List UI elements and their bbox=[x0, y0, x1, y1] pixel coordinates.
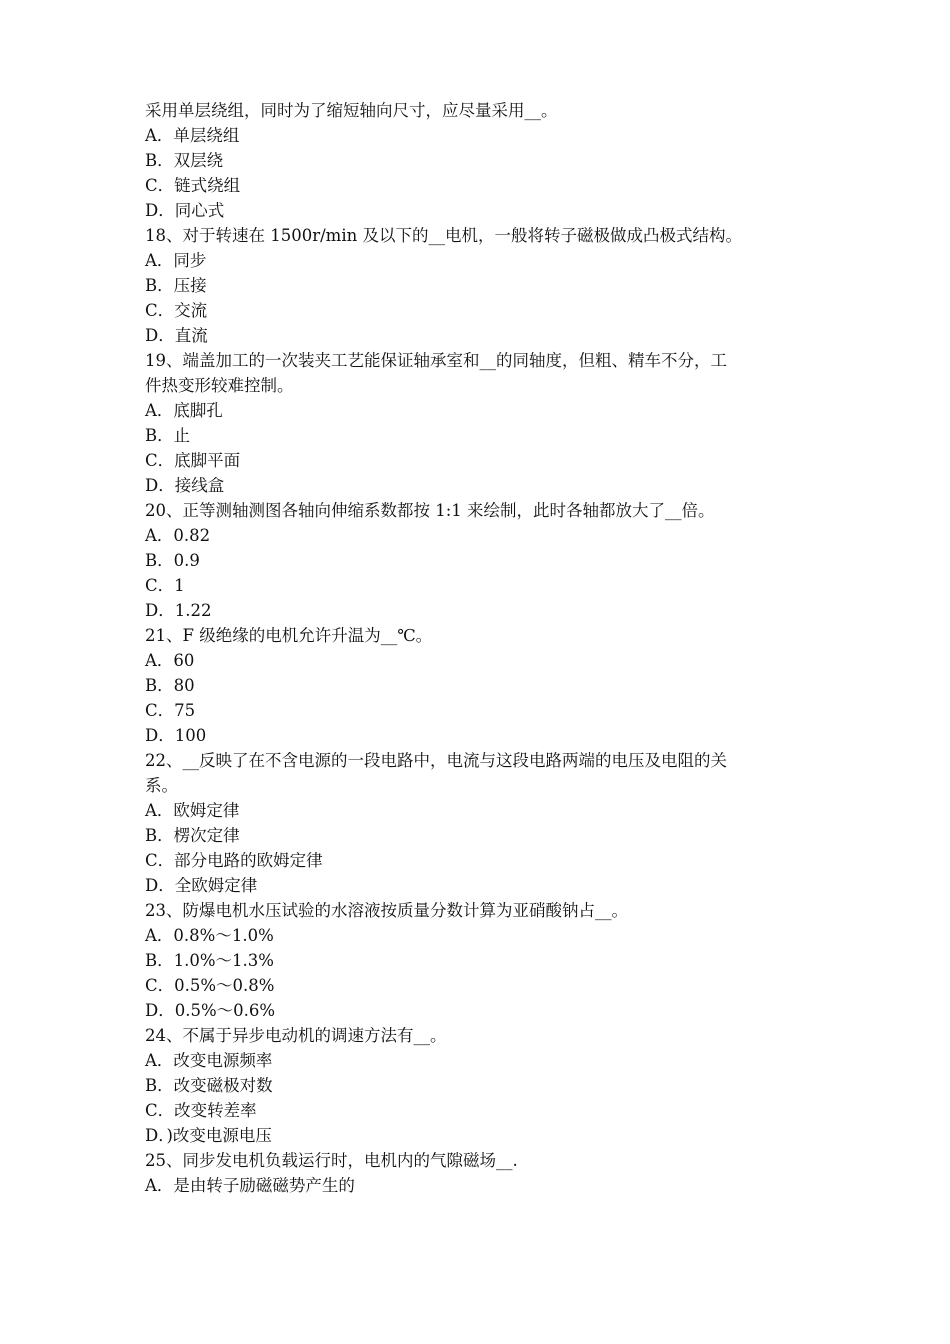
question-21-stem: 21、F 级绝缘的电机允许升温为__℃。 bbox=[145, 626, 433, 645]
question-23-option-d: D．0.5%～0.6% bbox=[145, 1001, 276, 1020]
question-21-option-c: C．75 bbox=[145, 701, 196, 720]
question-19-option-b: B．止 bbox=[145, 426, 191, 445]
question-18-stem: 18、对于转速在 1500r/min 及以下的__电机，一般将转子磁极做成凸极式结构。 bbox=[145, 226, 742, 245]
question-21-option-d: D．100 bbox=[145, 726, 207, 745]
question-17-option-d: D．同心式 bbox=[145, 201, 225, 220]
question-17-option-b: B．双层绕 bbox=[145, 151, 224, 170]
question-18-option-c: C．交流 bbox=[145, 301, 208, 320]
question-17-stem: 采用单层绕组，同时为了缩短轴向尺寸，应尽量采用__。 bbox=[145, 101, 558, 120]
question-19-stem-continued: 件热变形较难控制。 bbox=[145, 376, 294, 395]
question-19-option-a: A．底脚孔 bbox=[145, 401, 223, 420]
question-22-option-d: D．全欧姆定律 bbox=[145, 876, 258, 895]
question-19-option-c: C．底脚平面 bbox=[145, 451, 241, 470]
question-17-option-a: A．单层绕组 bbox=[145, 126, 240, 145]
question-22-option-a: A．欧姆定律 bbox=[145, 801, 240, 820]
question-22-stem: 22、__反映了在不含电源的一段电路中，电流与这段电路两端的电压及电阻的关 bbox=[145, 751, 727, 770]
question-22-option-b: B．楞次定律 bbox=[145, 826, 240, 845]
question-text-block bbox=[145, 98, 815, 1198]
question-17-option-c: C．链式绕组 bbox=[145, 176, 241, 195]
question-18-option-d: D．直流 bbox=[145, 326, 208, 345]
question-20-option-d: D．1.22 bbox=[145, 601, 212, 620]
question-22-stem-continued: 系。 bbox=[145, 776, 178, 795]
question-18-option-a: A．同步 bbox=[145, 251, 207, 270]
question-20-stem: 20、正等测轴测图各轴向伸缩系数都按 1:1 来绘制，此时各轴都放大了__倍。 bbox=[145, 501, 715, 520]
question-25-stem: 25、同步发电机负载运行时，电机内的气隙磁场__. bbox=[145, 1151, 518, 1170]
question-24-option-b: B．改变磁极对数 bbox=[145, 1076, 273, 1095]
question-25-option-a: A．是由转子励磁磁势产生的 bbox=[145, 1176, 355, 1195]
question-20-option-c: C．1 bbox=[145, 576, 185, 595]
question-22-option-c: C．部分电路的欧姆定律 bbox=[145, 851, 323, 870]
question-21-option-a: A．60 bbox=[145, 651, 195, 670]
question-19-stem: 19、端盖加工的一次装夹工艺能保证轴承室和__的同轴度，但粗、精车不分，工 bbox=[145, 351, 727, 370]
question-21-option-b: B．80 bbox=[145, 676, 195, 695]
question-19-option-d: D．接线盒 bbox=[145, 476, 225, 495]
question-23-stem: 23、防爆电机水压试验的水溶液按质量分数计算为亚硝酸钠占__。 bbox=[145, 901, 628, 920]
question-24-option-d: D．)改变电源电压 bbox=[145, 1126, 272, 1145]
question-23-option-c: C．0.5%～0.8% bbox=[145, 976, 275, 995]
question-23-option-a: A．0.8%～1.0% bbox=[145, 926, 274, 945]
question-24-option-c: C．改变转差率 bbox=[145, 1101, 257, 1120]
question-20-option-a: A．0.82 bbox=[145, 526, 211, 545]
question-24-option-a: A．改变电源频率 bbox=[145, 1051, 273, 1070]
question-23-option-b: B．1.0%～1.3% bbox=[145, 951, 274, 970]
question-20-option-b: B．0.9 bbox=[145, 551, 200, 570]
question-18-option-b: B．压接 bbox=[145, 276, 207, 295]
question-24-stem: 24、不属于异步电动机的调速方法有__。 bbox=[145, 1026, 447, 1045]
